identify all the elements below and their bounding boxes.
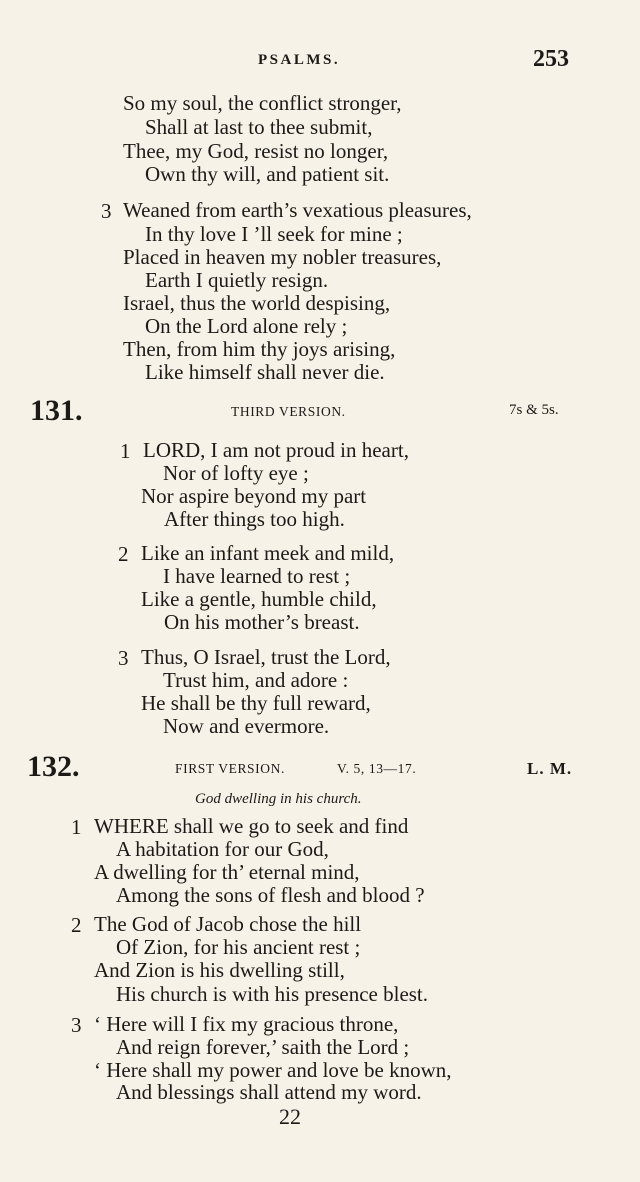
verse-line: Like an infant meek and mild,	[141, 541, 395, 565]
verse-line: Like himself shall never die.	[145, 360, 385, 384]
verse-line: And Zion is his dwelling still,	[94, 958, 345, 982]
verse-line: I have learned to rest ;	[163, 564, 351, 588]
signature-mark: 22	[279, 1104, 301, 1129]
verse-line: Of Zion, for his ancient rest ;	[116, 935, 361, 959]
verse-line: Shall at last to thee submit,	[145, 115, 373, 139]
verse-line: Nor aspire beyond my part	[141, 484, 367, 508]
verse-line: ‘ Here will I fix my gracious throne,	[94, 1012, 399, 1036]
verse-line: On his mother’s breast.	[164, 610, 360, 634]
verse-line: Trust him, and adore :	[163, 668, 349, 692]
meter-label: L. M.	[527, 759, 573, 778]
verse-line: The God of Jacob chose the hill	[94, 912, 362, 936]
verse-line: Then, from him thy joys arising,	[123, 337, 396, 361]
meter-label: 7s & 5s.	[509, 402, 559, 418]
verse-line: A habitation for our God,	[116, 837, 329, 861]
stanza-number: 2	[71, 913, 82, 937]
stanza-number: 3	[71, 1013, 82, 1037]
stanza-number: 3	[101, 199, 112, 223]
version-label: FIRST VERSION.	[175, 761, 285, 776]
verse-line: On the Lord alone rely ;	[145, 314, 348, 338]
psalm-subtitle: God dwelling in his church.	[195, 791, 362, 807]
verse-line: Placed in heaven my nobler treasures,	[123, 245, 442, 269]
verse-range: V. 5, 13—17.	[337, 761, 417, 776]
stanza-number: 1	[120, 439, 131, 463]
verse-line: And reign forever,’ saith the Lord ;	[116, 1035, 410, 1059]
verse-line: He shall be thy full reward,	[141, 691, 371, 715]
verse-line: Nor of lofty eye ;	[163, 461, 309, 485]
verse-line: Now and evermore.	[163, 714, 330, 738]
psalm-number: 131.	[30, 394, 83, 427]
verse-line: Weaned from earth’s vexatious pleasures,	[123, 198, 472, 222]
verse-line: Own thy will, and patient sit.	[145, 162, 390, 186]
stanza-number: 2	[118, 542, 129, 566]
verse-line: A dwelling for th’ eternal mind,	[94, 860, 360, 884]
verse-line: WHERE shall we go to seek and find	[94, 814, 409, 838]
verse-line: Earth I quietly resign.	[145, 268, 329, 292]
page-number: 253	[533, 46, 569, 72]
verse-line: So my soul, the conflict stronger,	[123, 91, 402, 115]
verse-line: ‘ Here shall my power and love be known,	[94, 1058, 452, 1082]
verse-line: Like a gentle, humble child,	[141, 587, 377, 611]
stanza-number: 1	[71, 815, 82, 839]
verse-line: And blessings shall attend my word.	[116, 1080, 422, 1104]
verse-line: Israel, thus the world despising,	[123, 291, 391, 315]
verse-line: Among the sons of flesh and blood ?	[116, 883, 425, 907]
version-label: THIRD VERSION.	[231, 404, 346, 419]
verse-line: Thus, O Israel, trust the Lord,	[141, 645, 391, 669]
psalm-number: 132.	[27, 750, 80, 783]
verse-line: Thee, my God, resist no longer,	[123, 139, 389, 163]
verse-line: LORD, I am not proud in heart,	[143, 438, 409, 462]
verse-line: In thy love I ’ll seek for mine ;	[145, 222, 403, 246]
running-title: PSALMS.	[258, 52, 341, 68]
verse-line: His church is with his presence blest.	[116, 982, 429, 1006]
verse-line: After things too high.	[164, 507, 345, 531]
stanza-number: 3	[118, 646, 129, 670]
